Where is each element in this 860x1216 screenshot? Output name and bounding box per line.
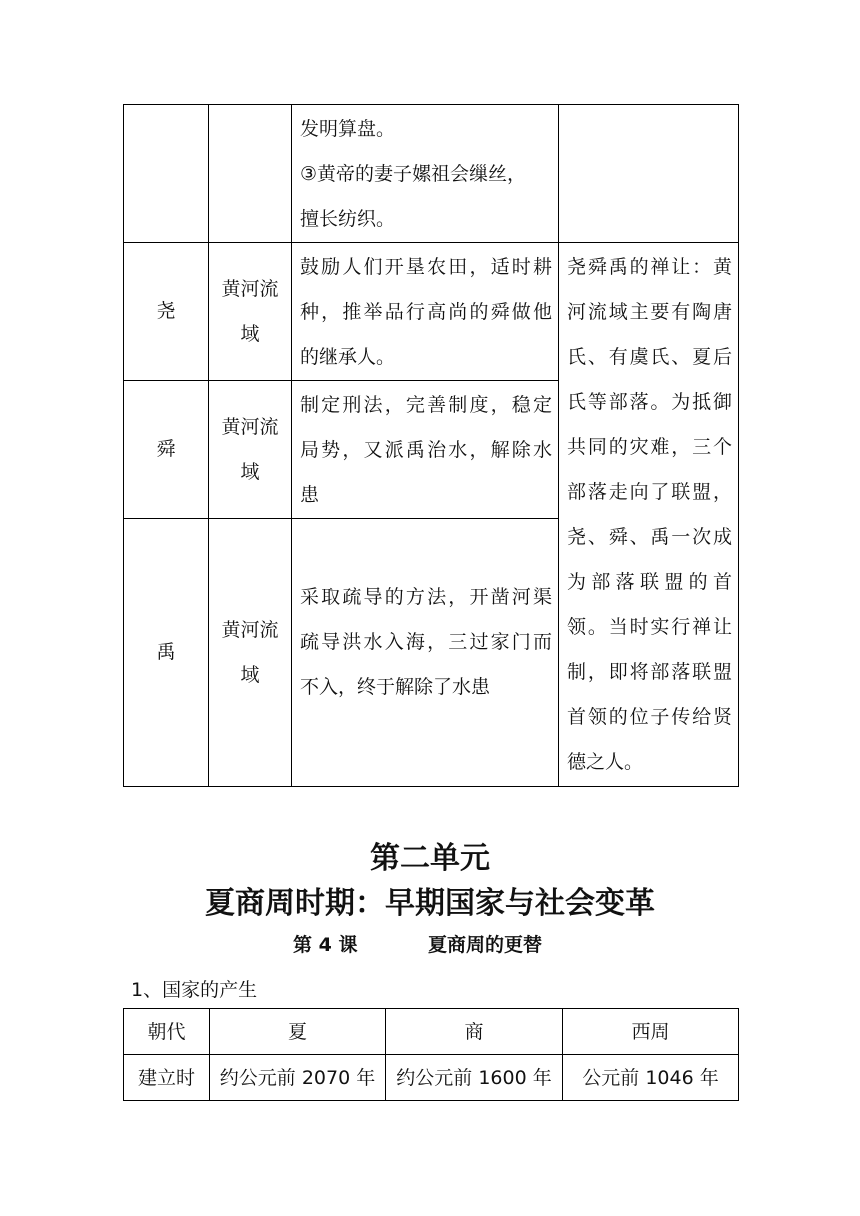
text-line: 局势，又派禹治水，解除水 bbox=[300, 439, 552, 461]
name-cell bbox=[124, 519, 209, 787]
note-cell bbox=[559, 243, 739, 787]
name-cell bbox=[124, 243, 209, 381]
region-text: 域 bbox=[240, 460, 260, 483]
continuation-cell bbox=[292, 105, 559, 243]
text-line: 发明算盘。 bbox=[300, 118, 396, 140]
region-text: 域 bbox=[240, 663, 260, 686]
deeds-cell bbox=[292, 243, 559, 381]
region-cell bbox=[209, 519, 292, 787]
unit-title: 第二单元 bbox=[370, 841, 490, 876]
table-header: 朝代 bbox=[124, 1009, 210, 1055]
note-line: 制，即将部落联盟 bbox=[567, 661, 732, 683]
note-line: 尧舜禹的禅让：黄 bbox=[567, 256, 732, 278]
lesson-number: 第 4 课 bbox=[293, 934, 358, 956]
text-line: ③黄帝的妻子嫘祖会缫丝， bbox=[300, 163, 527, 185]
text-line: 制定刑法，完善制度，稳定 bbox=[300, 394, 552, 416]
text-line: 的继承人。 bbox=[300, 346, 396, 368]
text-line: 疏导洪水入海，三过家门而 bbox=[300, 631, 552, 653]
region-text: 黄河流 bbox=[221, 618, 279, 641]
empty-cell bbox=[209, 105, 292, 243]
region-cell bbox=[209, 243, 292, 381]
table-header: 商 bbox=[386, 1009, 563, 1055]
name-cell bbox=[124, 381, 209, 519]
text-line: 患 bbox=[300, 484, 320, 506]
unit-subtitle: 夏商周时期：早期国家与社会变革 bbox=[205, 886, 655, 921]
leader-name: 尧 bbox=[156, 300, 176, 322]
deeds-cell bbox=[292, 381, 559, 519]
table-cell: 建立时 bbox=[124, 1055, 210, 1101]
empty-cell bbox=[124, 105, 209, 243]
text-line: 种，推举品行高尚的舜做他 bbox=[300, 301, 552, 323]
region-cell bbox=[209, 381, 292, 519]
table-cell: 约公元前 2070 年 bbox=[210, 1055, 386, 1101]
note-line: 氏、有虞氏、夏后 bbox=[567, 346, 732, 368]
dynasty-table bbox=[123, 1008, 739, 1101]
note-line: 河流域主要有陶唐 bbox=[567, 301, 732, 323]
history-table bbox=[123, 104, 739, 787]
note-line: 为部落联盟的首 bbox=[567, 571, 732, 593]
text-line: 鼓励人们开垦农田，适时耕 bbox=[300, 256, 552, 278]
note-line: 氏等部落。为抵御 bbox=[567, 391, 732, 413]
leader-name: 舜 bbox=[156, 438, 176, 460]
table-cell: 公元前 1046 年 bbox=[563, 1055, 739, 1101]
text-line: 擅长纺织。 bbox=[300, 208, 396, 230]
region-text: 黄河流 bbox=[221, 277, 279, 300]
table-header: 夏 bbox=[210, 1009, 386, 1055]
empty-cell bbox=[559, 105, 739, 243]
note-line: 德之人。 bbox=[567, 751, 644, 773]
lesson-name: 夏商周的更替 bbox=[428, 934, 543, 956]
table-cell: 约公元前 1600 年 bbox=[386, 1055, 563, 1101]
note-line: 首领的位子传给贤 bbox=[567, 706, 732, 728]
table-header: 西周 bbox=[563, 1009, 739, 1055]
deeds-cell bbox=[292, 519, 559, 787]
note-line: 领。当时实行禅让 bbox=[567, 616, 732, 638]
leader-name: 禹 bbox=[156, 641, 176, 663]
text-line: 不入，终于解除了水患 bbox=[300, 676, 491, 698]
section-heading: 1、国家的产生 bbox=[131, 979, 258, 1001]
text-line: 采取疏导的方法，开凿河渠 bbox=[300, 586, 552, 608]
note-line: 共同的灾难，三个 bbox=[567, 436, 732, 458]
region-text: 黄河流 bbox=[221, 415, 279, 438]
region-text: 域 bbox=[240, 322, 260, 345]
note-line: 部落走向了联盟， bbox=[567, 481, 732, 503]
note-line: 尧、舜、禹一次成 bbox=[567, 526, 732, 548]
